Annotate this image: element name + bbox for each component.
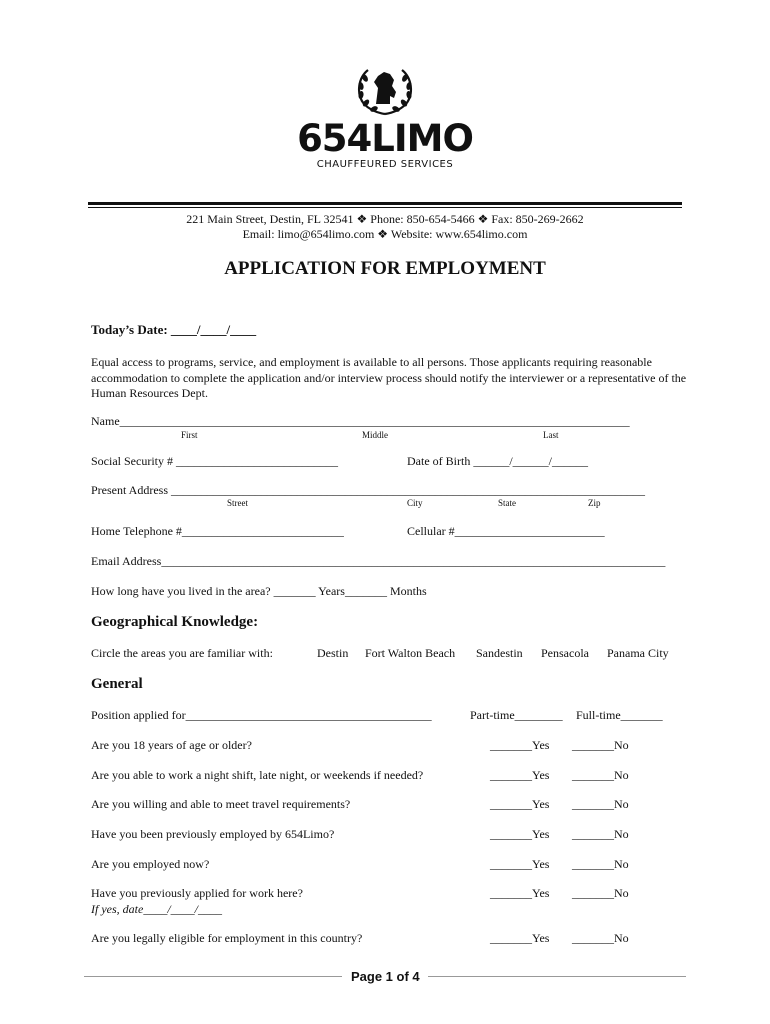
address-field[interactable]: Present Address _______________________________________________________________________________: [91, 483, 645, 497]
answer-yes-applied-before[interactable]: _______Yes: [490, 886, 550, 900]
answer-yes-previously-employed[interactable]: _______Yes: [490, 827, 550, 841]
full-time-field[interactable]: Full-time_______: [576, 708, 663, 722]
geo-heading: Geographical Knowledge:: [91, 614, 259, 630]
address-city-label: City: [407, 498, 423, 508]
name-first-label: First: [181, 430, 198, 440]
address-state-label: State: [498, 498, 516, 508]
answer-yes-employed-now[interactable]: _______Yes: [490, 857, 550, 871]
question-previously-employed: Have you been previously employed by 654Limo?: [91, 827, 335, 841]
question-employed-now: Are you employed now?: [91, 857, 210, 871]
answer-no-employed-now[interactable]: _______No: [572, 857, 629, 871]
header-rule-thin: [88, 207, 682, 208]
answer-no-applied-before[interactable]: _______No: [572, 886, 629, 900]
equal-access-notice: Equal access to programs, service, and employment is available to all persons. Those applicants requiring reasonable accommodation to complete the application and/or interview process should notify the interviewer or a representative of the Human Resources Dept.: [91, 355, 687, 400]
page-title: APPLICATION FOR EMPLOYMENT: [224, 258, 546, 279]
company-contact: Email: limo@654limo.com ❖ Website: www.654limo.com: [242, 227, 528, 241]
dob-field[interactable]: Date of Birth ______/______/______: [407, 454, 588, 468]
answer-no-travel[interactable]: _______No: [572, 797, 629, 811]
area-option-pensacola[interactable]: Pensacola: [541, 646, 589, 660]
address-street-label: Street: [227, 498, 248, 508]
cell-phone-field[interactable]: Cellular #_________________________: [407, 524, 605, 538]
area-option-sandestin[interactable]: Sandestin: [476, 646, 523, 660]
question-applied-before: Have you previously applied for work here?: [91, 886, 303, 900]
answer-no-night-shift[interactable]: _______No: [572, 768, 629, 782]
answer-yes-night-shift[interactable]: _______Yes: [490, 768, 550, 782]
answer-yes-travel[interactable]: _______Yes: [490, 797, 550, 811]
area-option-panama-city[interactable]: Panama City: [607, 646, 669, 660]
brand-tagline: CHAUFFEURED SERVICES: [316, 159, 454, 170]
area-option-fort-walton-beach[interactable]: Fort Walton Beach: [365, 646, 456, 660]
home-phone-field[interactable]: Home Telephone #___________________________: [91, 524, 344, 538]
applied-date-field[interactable]: If yes, date____/____/____: [91, 902, 222, 916]
answer-yes-legally-eligible[interactable]: _______Yes: [490, 931, 550, 945]
geo-prompt: Circle the areas you are familiar with:: [91, 646, 273, 660]
question-age: Are you 18 years of age or older?: [91, 738, 252, 752]
brand-wordmark: 654LIMO: [297, 117, 473, 160]
name-middle-label: Middle: [362, 430, 388, 440]
lived-in-area-field[interactable]: How long have you lived in the area? _______ Years_______ Months: [91, 584, 427, 598]
answer-yes-age[interactable]: _______Yes: [490, 738, 550, 752]
company-address: 221 Main Street, Destin, FL 32541 ❖ Phone: 850-654-5466 ❖ Fax: 850-269-2662: [186, 212, 584, 226]
name-field[interactable]: Name_____________________________________________________________________________________: [91, 414, 630, 428]
ssn-field[interactable]: Social Security # ___________________________: [91, 454, 338, 468]
answer-no-previously-employed[interactable]: _______No: [572, 827, 629, 841]
part-time-field[interactable]: Part-time________: [470, 708, 563, 722]
email-field[interactable]: Email Address____________________________________________________________________________________: [91, 554, 666, 568]
header-rule-thick: [88, 202, 682, 205]
answer-no-age[interactable]: _______No: [572, 738, 629, 752]
question-travel: Are you willing and able to meet travel requirements?: [91, 797, 351, 811]
question-night-shift: Are you able to work a night shift, late night, or weekends if needed?: [91, 768, 424, 782]
question-legally-eligible: Are you legally eligible for employment in this country?: [91, 931, 363, 945]
footer-rule-right: [428, 976, 686, 977]
address-zip-label: Zip: [588, 498, 601, 508]
name-last-label: Last: [543, 430, 559, 440]
position-field[interactable]: Position applied for_________________________________________: [91, 708, 432, 722]
area-option-destin[interactable]: Destin: [317, 646, 349, 660]
page-number: Page 1 of 4: [351, 969, 420, 984]
todays-date-field[interactable]: Today’s Date: ____/____/____: [91, 322, 257, 337]
footer-rule-left: [84, 976, 342, 977]
answer-no-legally-eligible[interactable]: _______No: [572, 931, 629, 945]
general-heading: General: [91, 676, 143, 692]
